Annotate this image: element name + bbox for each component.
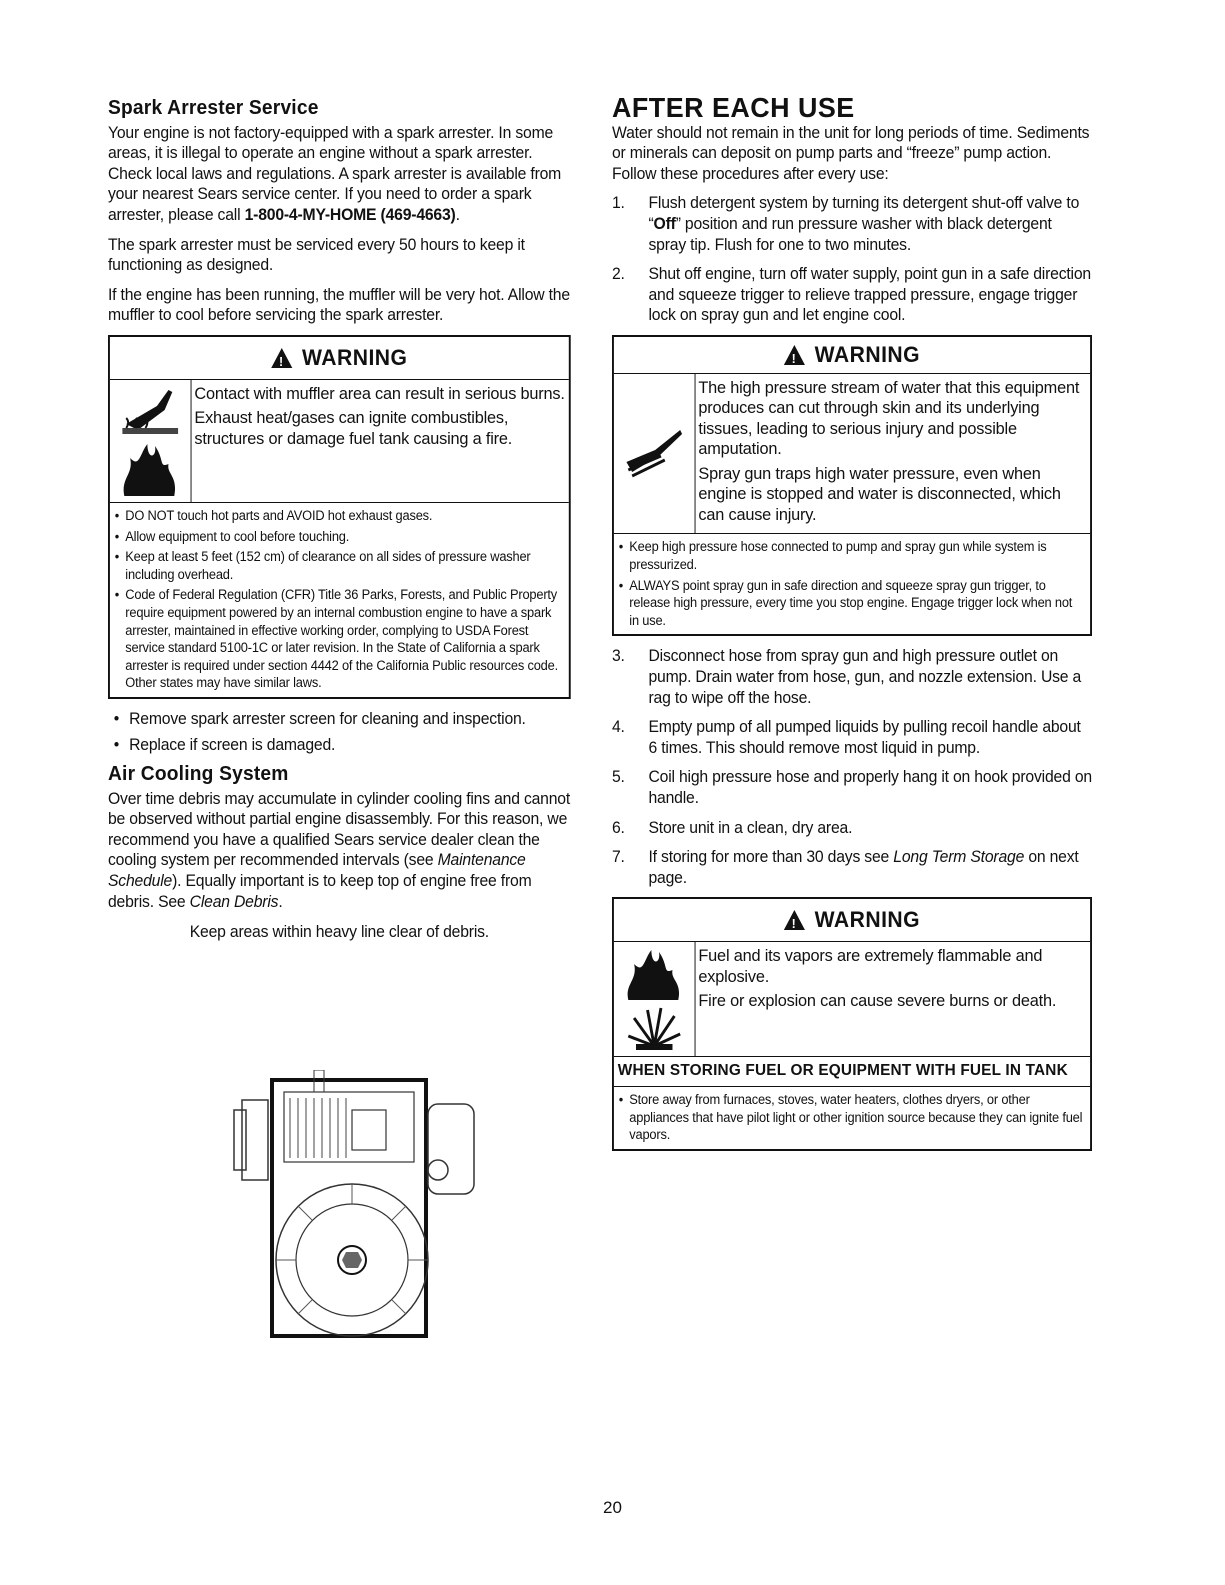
warning-icons — [110, 380, 192, 502]
after-each-use-heading: AFTER EACH USE — [612, 92, 855, 123]
high-pressure-spray-icon — [623, 426, 686, 482]
warning-label: WARNING — [814, 341, 921, 367]
spark-p1-text: Your engine is not factory-equipped with a spark arrester. In some areas, it is illegal to operate an engine without a spark arrester. Check local laws and regulations. A spark arrester is available from your nearest Sears service center. If you need to order a spark arrester, please call — [108, 123, 562, 224]
step-number: 2. — [612, 265, 625, 284]
step-text: Disconnect hose from spray gun and high pressure outlet on pump. Drain water from hose, gun, and nozzle extension. Use a rag to wipe off the hose. — [648, 647, 1082, 707]
air-text-c: . — [278, 892, 283, 911]
warning-icons — [614, 374, 696, 534]
warning-text-explosion: Fire or explosion can cause severe burns or death. — [698, 991, 1057, 1011]
air-text-a: Over time debris may accumulate in cylinder cooling fins and cannot be observed without partial engine disassembly. For this reason, we recommend you have a qualified Sears service dealer clean the cooling system per recommended intervals (see — [108, 789, 571, 870]
warning-icons — [614, 942, 696, 1056]
phone-number: 1-800-4-MY-HOME (469-4663) — [244, 205, 456, 224]
engine-caption: Keep areas within heavy line clear of debris. — [189, 923, 489, 942]
step-number: 7. — [612, 848, 625, 867]
warning-item: • Allow equipment to cool before touching. — [114, 528, 561, 546]
warning-triangle-icon: ! — [784, 345, 805, 365]
after-use-intro: Water should not remain in the unit for long periods of time. Sediments or minerals can deposit on pump parts and “freeze” pump action. Follow these procedures after every use: — [612, 123, 1090, 183]
step-text: Flush detergent system by turning its detergent shut-off valve to “ — [648, 194, 1080, 233]
spark-paragraph-3: If the engine has been running, the muffler will be very hot. Allow the muffler to cool before servicing the spark arrester. — [108, 285, 570, 325]
warning-list — [614, 534, 1090, 634]
step-item — [612, 646, 1092, 708]
clean-debris-ref: Clean Debris — [189, 892, 279, 911]
step-text: Empty pump of all pumped liquids by pulling recoil handle about 6 times. This should remove most liquid in pump. — [648, 718, 1081, 757]
long-term-storage-ref: Long Term Storage — [893, 848, 1025, 867]
fuel-storage-subheading: WHEN STORING FUEL OR EQUIPMENT WITH FUEL IN TANK — [614, 1057, 1090, 1087]
bullet-item: • Remove spark arrester screen for cleaning and inspection. — [108, 709, 571, 730]
step-text: on next page. — [648, 848, 1079, 887]
spark-bullets — [108, 709, 571, 756]
air-cooling-heading: Air Cooling System — [108, 763, 289, 786]
warning-item: • Store away from furnaces, stoves, water heaters, clothes dryers, or other appliances that have pilot light or other ignition source because they can ignite fuel vapors. — [618, 1091, 1083, 1144]
hot-surface-icon — [119, 384, 182, 438]
step-text: If storing for more than 30 days see — [648, 848, 894, 867]
step-text: ” position and run pressure washer with black detergent spray tip. Flush for one to two minutes. — [648, 214, 1052, 254]
step-item — [612, 193, 1092, 255]
page-number: 20 — [603, 1498, 622, 1517]
warning-box-fuel — [612, 897, 1092, 1150]
warning-triangle-icon: ! — [784, 910, 805, 930]
spark-paragraph-1 — [108, 123, 571, 226]
step-number: 5. — [612, 768, 625, 787]
warning-box-muffler — [108, 335, 571, 699]
warning-text-trapped: Spray gun traps high water pressure, even when engine is stopped and water is disconnected, which can cause injury. — [698, 463, 1061, 524]
step-text: Coil high pressure hose and properly hang it on hook provided on handle. — [648, 768, 1092, 807]
warning-label: WARNING — [301, 344, 408, 370]
warning-item: • DO NOT touch hot parts and AVOID hot exhaust gases. — [114, 507, 561, 525]
step-item — [612, 847, 1092, 888]
warning-header — [110, 337, 569, 380]
explosion-icon — [623, 1002, 686, 1052]
warning-box-spray — [612, 335, 1092, 636]
step-text: Store unit in a clean, dry area. — [648, 818, 853, 837]
spark-p1-end: . — [455, 205, 460, 224]
after-use-steps-2 — [612, 646, 1092, 888]
warning-header — [614, 337, 1090, 374]
step-number: 6. — [612, 818, 625, 837]
warning-item: • Keep high pressure hose connected to pump and spray gun while system is pressurized. — [618, 538, 1083, 573]
step-number: 1. — [612, 194, 625, 213]
warning-header — [614, 899, 1090, 942]
fire-icon — [119, 438, 182, 498]
air-cooling-paragraph — [108, 789, 571, 913]
step-item — [612, 717, 1092, 758]
warning-item: • Code of Federal Regulation (CFR) Title 36 Parks, Forests, and Public Property require equipment powered by an internal combustion engine to have a spark arrester, maintained in effective working order, complying to USDA Forest service standard 5100-1C or later revision. In the State of California a spark arrester is required under section 4442 of the California Public resources code. Other states may have similar laws. — [114, 586, 561, 692]
warning-item: • ALWAYS point spray gun in safe direction and squeeze spray gun trigger, to release high pressure, every time you stop engine. Engage trigger lock when not in use. — [618, 577, 1083, 630]
warning-text-exhaust: Exhaust heat/gases can ignite combustibles, structures or damage fuel tank causing a fire. — [194, 408, 513, 448]
engine-illustration — [228, 1070, 500, 1340]
bullet-item: • Replace if screen is damaged. — [108, 735, 571, 756]
step-item — [612, 818, 1092, 839]
warning-text-cut: The high pressure stream of water that this equipment produces can cut through skin and its underlying tissues, leading to serious injury and possible amputation. — [698, 377, 1080, 459]
spark-arrester-heading: Spark Arrester Service — [108, 97, 319, 119]
warning-list — [110, 503, 569, 697]
after-use-steps-1 — [612, 193, 1092, 326]
spark-paragraph-2: The spark arrester must be serviced every 50 hours to keep it functioning as designed. — [108, 235, 525, 275]
warning-label: WARNING — [814, 907, 921, 933]
left-column — [108, 98, 571, 947]
step-number: 3. — [612, 647, 625, 666]
step-item — [612, 264, 1092, 326]
warning-text-burns: Contact with muffler area can result in serious burns. — [194, 383, 565, 403]
warning-text-flammable: Fuel and its vapors are extremely flammable and explosive. — [698, 946, 1043, 986]
warning-triangle-icon: ! — [271, 348, 292, 368]
warning-item: • Keep at least 5 feet (152 cm) of clearance on all sides of pressure washer including overhead. — [114, 548, 561, 583]
fire-icon — [623, 946, 686, 1002]
right-column — [612, 92, 1092, 1161]
step-item — [612, 767, 1092, 808]
warning-list — [614, 1087, 1090, 1149]
air-text-b: ). Equally important is to keep top of engine free from debris. See — [108, 872, 532, 911]
step-number: 4. — [612, 718, 625, 737]
off-label: Off — [653, 214, 676, 233]
step-text: Shut off engine, turn off water supply, point gun in a safe direction and squeeze trigger to relieve trapped pressure, engage trigger lock on spray gun and let engine cool. — [648, 265, 1091, 325]
maintenance-schedule-ref: Maintenance Schedule — [108, 851, 526, 891]
